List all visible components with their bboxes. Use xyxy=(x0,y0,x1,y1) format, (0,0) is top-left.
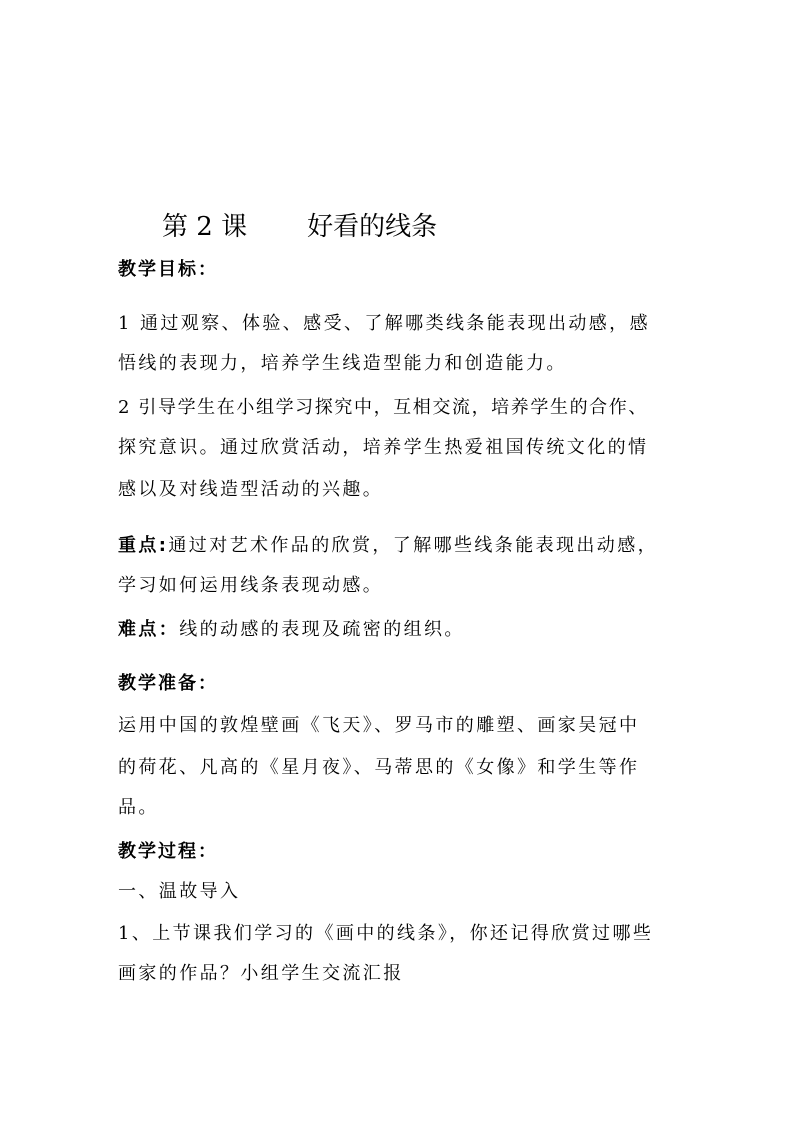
difficulty-label: 难点： xyxy=(118,619,180,640)
preparation-line-3: 品。 xyxy=(118,797,159,818)
preparation-heading: 教学准备： xyxy=(118,673,218,694)
process-line-1: 1、上节课我们学习的《画中的线条》，你还记得欣赏过哪些 xyxy=(118,923,654,944)
objectives-line-2: 悟线的表现力，培养学生线造型能力和创造能力。 xyxy=(118,353,567,374)
objectives-line-1: 1 通过观察、体验、感受、了解哪类线条能表现出动感，感 xyxy=(118,313,650,334)
key-point-line-1 xyxy=(118,534,658,558)
lesson-name: 好看的线条 xyxy=(307,212,438,242)
objectives-line-5: 感以及对线造型活动的兴趣。 xyxy=(118,479,384,500)
preparation-line-1: 运用中国的敦煌壁画《飞天》、罗马市的雕塑、画家吴冠中 xyxy=(118,715,640,736)
process-line-2: 画家的作品？小组学生交流汇报 xyxy=(118,963,404,984)
key-point-text: 通过对艺术作品的欣赏，了解哪些线条能表现出动感， xyxy=(168,535,659,556)
objectives-line-3: 2 引导学生在小组学习探究中，互相交流，培养学生的合作、 xyxy=(118,397,648,418)
key-point-label: 重点: xyxy=(118,535,169,556)
preparation-line-2: 的荷花、凡高的《星月夜》、马蒂思的《女像》和学生等作 xyxy=(118,757,640,778)
objectives-line-4: 探究意识。通过欣赏活动，培养学生热爱祖国传统文化的情 xyxy=(118,437,649,458)
key-point-line-2: 学习如何运用线条表现动感。 xyxy=(118,575,384,596)
difficulty-text: 线的动感的表现及疏密的组织。 xyxy=(179,619,465,640)
process-heading: 教学过程： xyxy=(118,841,218,862)
lesson-title xyxy=(162,210,437,244)
objectives-heading: 教学目标： xyxy=(118,259,218,280)
lesson-number: 第 2 课 xyxy=(162,212,248,242)
difficulty-line xyxy=(118,618,465,642)
process-section-1: 一、温故导入 xyxy=(118,881,241,902)
